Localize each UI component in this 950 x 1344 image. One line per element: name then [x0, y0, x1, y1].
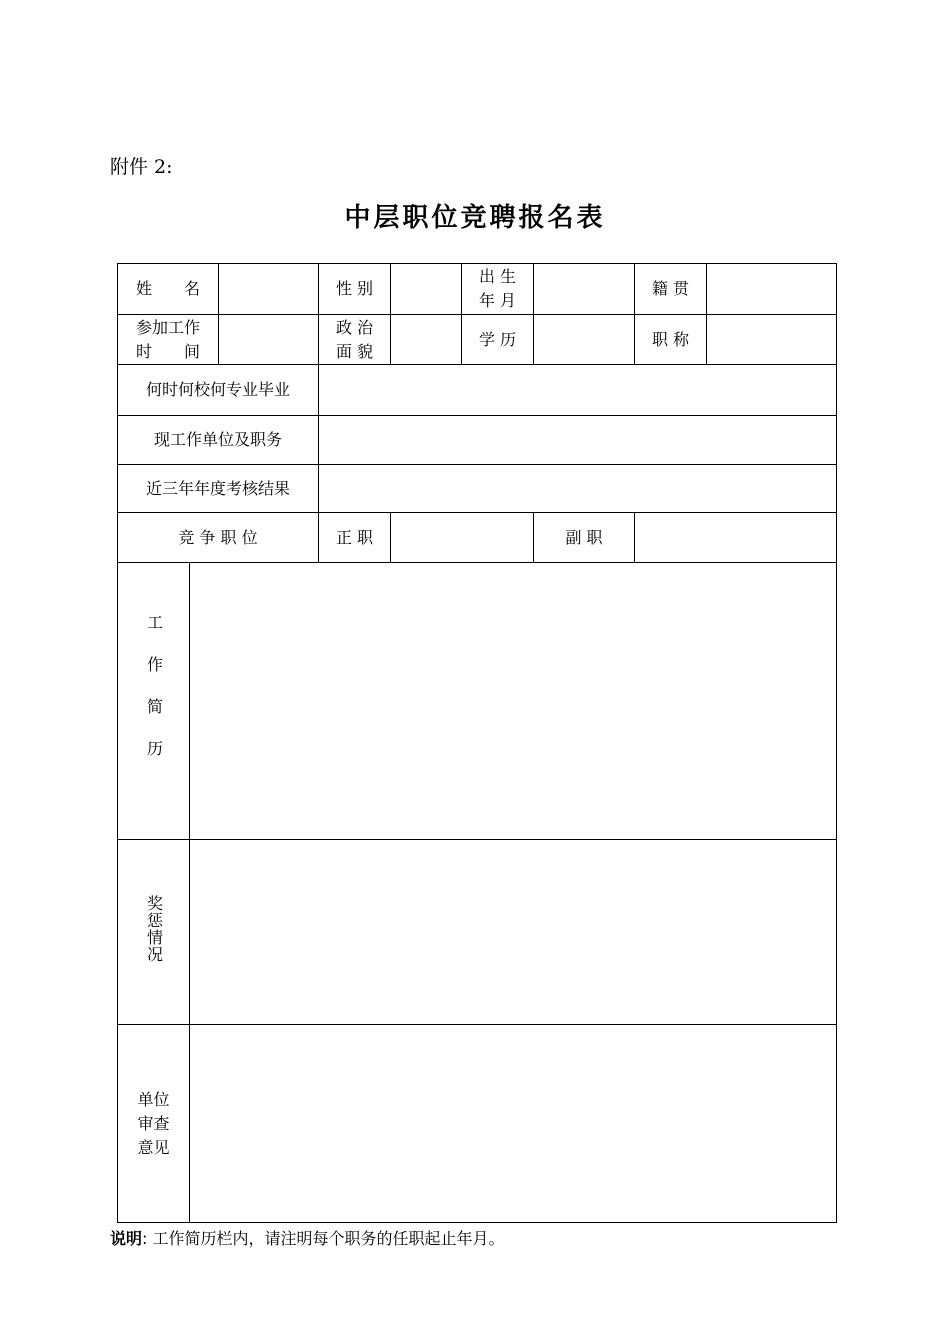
origin-value-cell[interactable] [707, 264, 837, 315]
origin-label: 籍 贯 [651, 279, 690, 298]
resume-label-cell [118, 563, 190, 840]
form-title: 中层职位竞聘报名表 [344, 203, 606, 233]
principal-label-cell [319, 513, 391, 563]
education-value-cell[interactable] [534, 315, 635, 365]
table-row [118, 264, 837, 315]
deputy-value-cell[interactable] [635, 513, 837, 563]
birth-label-line-2: 年 月 [478, 291, 517, 310]
politics-label-cell [319, 315, 391, 365]
review-label: 单位 审查 意见 [137, 1089, 170, 1157]
politics-label-line-2: 面 貌 [335, 341, 374, 361]
table-row [118, 840, 837, 1025]
attachment-label: 附件 2: [110, 156, 173, 178]
birth-label-cell [462, 264, 534, 315]
title-rank-value-cell[interactable] [707, 315, 837, 365]
deputy-label: 副 职 [565, 527, 603, 547]
education-label-cell [462, 315, 534, 365]
footnote-prefix: 说明 [110, 1229, 143, 1248]
education-label: 学 历 [478, 329, 517, 349]
footnote-text: : 工作简历栏内，请注明每个职务的任职起止年月。 [142, 1229, 505, 1248]
assessment-label-cell [118, 465, 319, 513]
table-row [118, 416, 837, 465]
gender-value-cell[interactable] [391, 264, 462, 315]
graduation-label-cell [118, 365, 319, 416]
rewards-label: 奖惩情况 [144, 894, 164, 963]
name-value-cell[interactable] [219, 264, 319, 315]
assessment-label: 近三年年度考核结果 [146, 478, 291, 498]
work-start-value-cell[interactable] [219, 315, 319, 365]
work-start-label-line-1: 参加工作 [136, 317, 201, 337]
graduation-label: 何时何校何专业毕业 [146, 380, 291, 399]
graduation-value-cell[interactable] [319, 365, 837, 416]
title-rank-label: 职 称 [651, 329, 690, 349]
gender-label: 性 别 [335, 279, 374, 298]
birth-value-cell[interactable] [534, 264, 635, 315]
birth-label-line-1: 出 生 [478, 267, 517, 286]
footnote [110, 1226, 505, 1249]
politics-value-cell[interactable] [391, 315, 462, 365]
position-label-cell [118, 513, 319, 563]
review-value-cell[interactable] [190, 1025, 837, 1223]
resume-label: 工作简历 [144, 613, 164, 782]
origin-label-cell [635, 264, 707, 315]
principal-value-cell[interactable] [391, 513, 534, 563]
work-start-label-line-2: 时 间 [136, 341, 201, 361]
politics-label-line-1: 政 治 [335, 317, 374, 337]
review-label-cell [118, 1025, 190, 1223]
rewards-label-cell [118, 840, 190, 1025]
position-label: 竞 争 职 位 [178, 527, 258, 547]
table-row [118, 513, 837, 563]
table-row [118, 365, 837, 416]
current-job-value-cell[interactable] [319, 416, 837, 465]
deputy-label-cell [534, 513, 635, 563]
title-rank-label-cell [635, 315, 707, 365]
rewards-value-cell[interactable] [190, 840, 837, 1025]
current-job-label-cell [118, 416, 319, 465]
table-row [118, 563, 837, 840]
work-start-label-cell [118, 315, 219, 365]
principal-label: 正 职 [335, 527, 374, 547]
current-job-label: 现工作单位及职务 [154, 430, 283, 449]
name-label: 姓 名 [136, 279, 201, 298]
table-row [118, 315, 837, 365]
table-row [118, 465, 837, 513]
table-row [118, 1025, 837, 1223]
gender-label-cell [319, 264, 391, 315]
registration-form-table [117, 263, 837, 1223]
resume-value-cell[interactable] [190, 563, 837, 840]
assessment-value-cell[interactable] [319, 465, 837, 513]
name-label-cell [118, 264, 219, 315]
